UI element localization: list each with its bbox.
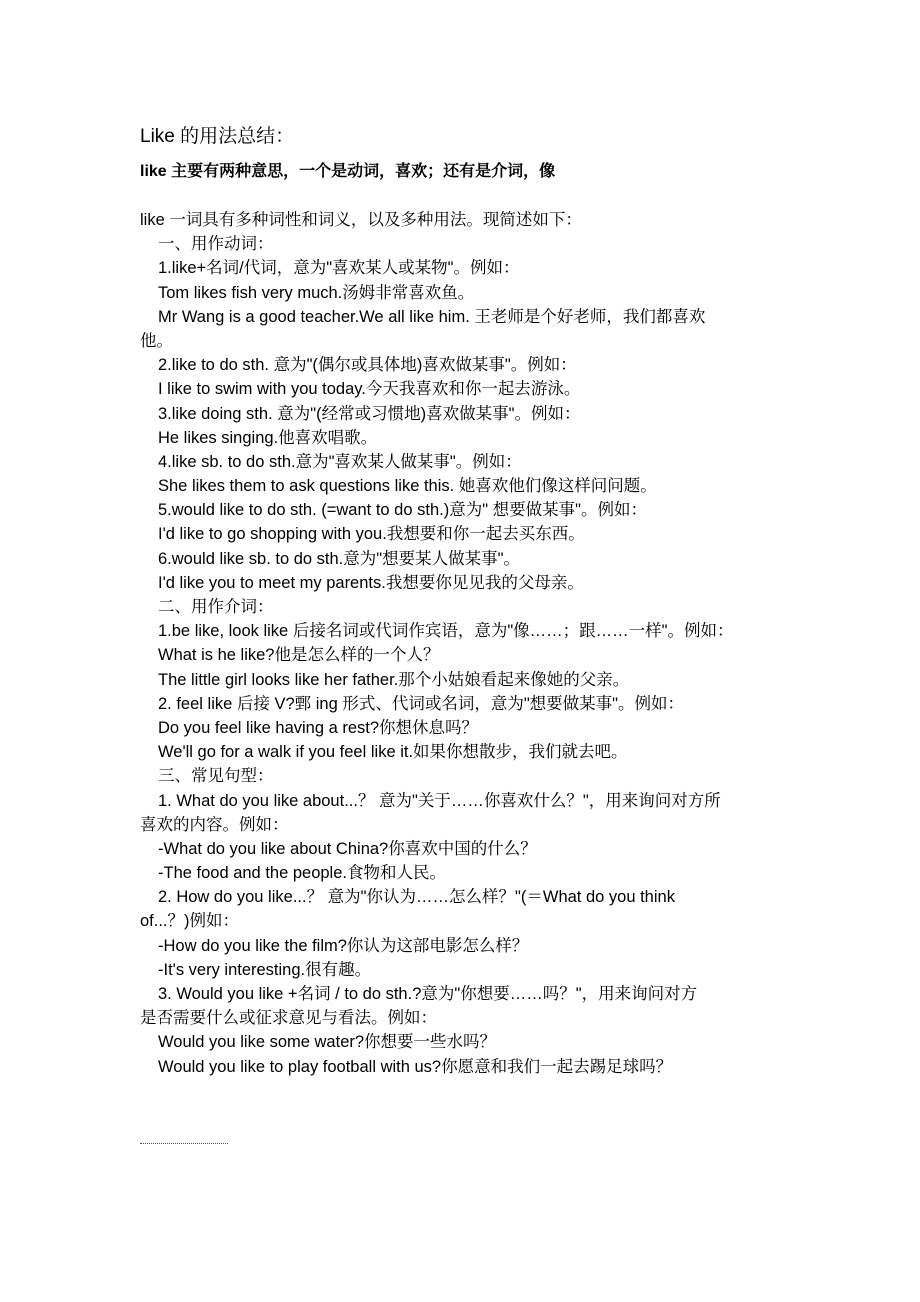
example-line: What is he like?他是怎么样的一个人？ — [158, 646, 440, 665]
section-heading-patterns: 三、常见句型： — [158, 767, 274, 786]
intro-line: like 一词具有多种词性和词义，以及多种用法。现简述如下： — [140, 211, 582, 229]
example-line: I'd like to go shopping with you.我想要和你一起去买东西。 — [158, 525, 585, 544]
example-line: -How do you like the film?你认为这部电影怎么样？ — [158, 936, 529, 955]
example-line: She likes them to ask questions like this. 她喜欢他们像这样问问题。 — [158, 477, 657, 496]
section-heading-preposition: 二、用作介词： — [158, 598, 274, 616]
document-body — [140, 208, 790, 1079]
example-line: Would you like to play football with us?你愿意和我们一起去踢足球吗？ — [158, 1057, 673, 1076]
rule-line-continued: of...？)例如： — [140, 912, 240, 931]
rule-line: 1.be like, look like 后接名词或代词作宾语，意为"像……；跟……一样"。例如： — [158, 622, 734, 641]
rule-line: 4.like sb. to do sth.意为"喜欢某人做某事"。例如： — [158, 452, 522, 471]
section-heading-verb: 一、用作动词： — [158, 235, 274, 254]
rule-line: 6.would like sb. to do sth.意为"想要某人做某事"。 — [158, 549, 520, 568]
example-line: He likes singing.他喜欢唱歌。 — [158, 428, 378, 447]
rule-line: 3. Would you like +名词 / to do sth.?意为"你想要……吗？"，用来询问对方 — [158, 985, 698, 1003]
rule-line: 1. What do you like about...？ 意为"关于……你喜欢什么？"，用来询问对方所 — [158, 791, 721, 810]
footer-dotted-rule — [140, 1143, 228, 1144]
example-line: -What do you like about China?你喜欢中国的什么？ — [158, 839, 537, 858]
example-line: We'll go for a walk if you feel like it.如果你想散步，我们就去吧。 — [158, 743, 628, 762]
document-subtitle: like 主要有两种意思，一个是动词，喜欢；还有是介词，像 — [140, 163, 556, 180]
example-line: Tom likes fish very much.汤姆非常喜欢鱼。 — [158, 283, 475, 302]
rule-line: 2. feel like 后接 V?鄄 ing 形式、代词或名词，意为"想要做某事"。例如： — [158, 694, 685, 713]
example-line: Would you like some water?你想要一些水吗？ — [158, 1033, 497, 1052]
document-title: Like 的用法总结： — [140, 126, 295, 147]
example-line: -It's very interesting.很有趣。 — [158, 960, 372, 979]
rule-line: 1.like+名词/代词，意为"喜欢某人或某物"。例如： — [158, 259, 520, 278]
example-line-continued: 他。 — [140, 331, 173, 350]
example-line: Mr Wang is a good teacher.We all like him. 王老师是个好老师，我们都喜欢 — [158, 307, 706, 326]
rule-line: 2.like to do sth. 意为"(偶尔或具体地)喜欢做某事"。例如： — [158, 356, 577, 375]
rule-line: 2. How do you like...？ 意为"你认为……怎么样？"(＝What do you think — [158, 888, 675, 907]
example-line: Do you feel like having a rest?你想休息吗？ — [158, 718, 479, 737]
example-line: I like to swim with you today.今天我喜欢和你一起去游泳。 — [158, 380, 581, 399]
example-line: -The food and the people.食物和人民。 — [158, 864, 446, 883]
example-line: The little girl looks like her father.那个小姑娘看起来像她的父亲。 — [158, 670, 630, 689]
rule-line: 5.would like to do sth. (=want to do sth.)意为" 想要做某事"。例如： — [158, 501, 647, 520]
rule-line-continued: 喜欢的内容。例如： — [140, 815, 289, 834]
rule-line-continued: 是否需要什么或征求意见与看法。例如： — [140, 1009, 437, 1028]
rule-line: 3.like doing sth. 意为"(经常或习惯地)喜欢做某事"。例如： — [158, 404, 581, 423]
example-line: I'd like you to meet my parents.我想要你见见我的父母亲。 — [158, 573, 584, 592]
